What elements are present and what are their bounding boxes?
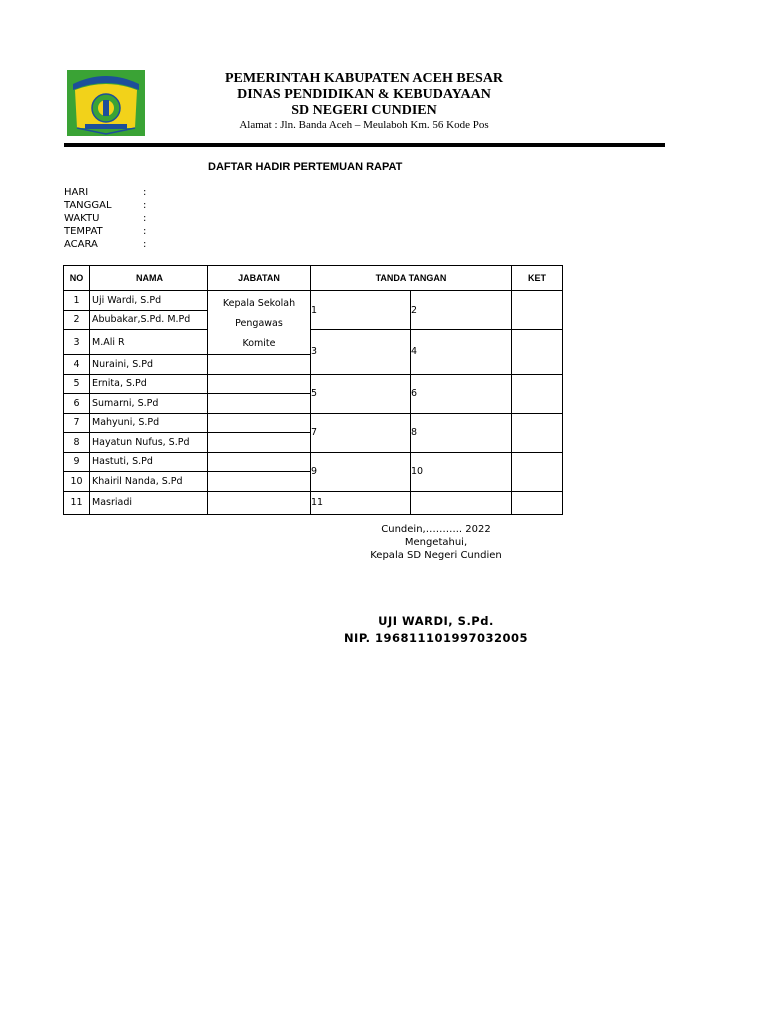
row-no: 7 [64, 413, 90, 433]
jabatan-cell [208, 291, 311, 355]
row-no: 8 [64, 433, 90, 453]
signature-slot[interactable]: 6 [411, 374, 512, 413]
ket-cell[interactable] [512, 374, 563, 413]
row-nama: Hayatun Nufus, S.Pd [90, 433, 208, 453]
header-nama: NAMA [90, 266, 208, 291]
row-no: 4 [64, 355, 90, 375]
row-nama: Nuraini, S.Pd [90, 355, 208, 375]
table-row [64, 413, 563, 433]
school-logo [67, 70, 145, 136]
ket-cell[interactable] [512, 491, 563, 514]
jabatan-cell[interactable] [208, 394, 311, 414]
jabatan-cell[interactable] [208, 452, 311, 472]
ket-cell[interactable] [512, 330, 563, 375]
jabatan-cell[interactable] [208, 374, 311, 394]
header-line-2: DINAS PENDIDIKAN & KEBUDAYAAN [237, 87, 491, 102]
row-no: 6 [64, 394, 90, 414]
table-row [64, 374, 563, 394]
info-colon: : [143, 239, 147, 250]
jabatan-komite: Komite [242, 338, 276, 349]
table-row [64, 452, 563, 472]
row-no: 1 [64, 291, 90, 311]
signature-slot[interactable]: 4 [411, 330, 512, 375]
header-ket: KET [512, 266, 563, 291]
row-nama: Ernita, S.Pd [90, 374, 208, 394]
table-header-row [64, 266, 563, 291]
ket-cell[interactable] [512, 413, 563, 452]
info-label-tanggal: TANGGAL [64, 200, 112, 211]
row-nama: Sumarni, S.Pd [90, 394, 208, 414]
table-row [64, 491, 563, 514]
row-no: 2 [64, 310, 90, 330]
signature-slot[interactable]: 7 [311, 413, 411, 452]
knowing-label: Mengetahui, [404, 537, 468, 548]
info-colon: : [143, 226, 147, 237]
principal-nip: NIP. 196811101997032005 [343, 631, 529, 645]
row-no: 3 [64, 330, 90, 355]
signature-slot[interactable]: 11 [311, 491, 411, 514]
jabatan-cell[interactable] [208, 491, 311, 514]
jabatan-cell[interactable] [208, 433, 311, 453]
row-no: 9 [64, 452, 90, 472]
signature-slot[interactable]: 5 [311, 374, 411, 413]
document-title: DAFTAR HADIR PERTEMUAN RAPAT [208, 161, 403, 173]
info-colon: : [143, 213, 147, 224]
jabatan-kepala-sekolah: Kepala Sekolah [222, 298, 296, 309]
info-label-tempat: TEMPAT [64, 226, 103, 237]
ket-cell[interactable] [512, 452, 563, 491]
info-label-waktu: WAKTU [64, 213, 100, 224]
header-no: NO [64, 266, 90, 291]
row-no: 11 [64, 491, 90, 514]
principal-position: Kepala SD Negeri Cundien [370, 550, 502, 561]
signature-slot[interactable] [411, 491, 512, 514]
header-line-3: SD NEGERI CUNDIEN [291, 103, 437, 118]
info-label-acara: ACARA [64, 239, 98, 250]
row-nama: M.Ali R [90, 330, 208, 355]
jabatan-pengawas: Pengawas [235, 318, 283, 329]
table-row [64, 291, 563, 311]
info-colon: : [143, 200, 147, 211]
ket-cell[interactable] [512, 291, 563, 330]
signature-slot[interactable]: 3 [311, 330, 411, 375]
row-nama: Hastuti, S.Pd [90, 452, 208, 472]
row-nama: Mahyuni, S.Pd [90, 413, 208, 433]
row-nama: Khairil Nanda, S.Pd [90, 472, 208, 492]
signature-slot[interactable]: 8 [411, 413, 512, 452]
jabatan-cell[interactable] [208, 355, 311, 375]
row-nama: Uji Wardi, S.Pd [90, 291, 208, 311]
jabatan-cell[interactable] [208, 472, 311, 492]
header-address: Alamat : Jln. Banda Aceh – Meulaboh Km. 56 Kode Pos [239, 119, 489, 131]
table-row [64, 330, 563, 355]
header-jabatan: JABATAN [208, 266, 311, 291]
signature-slot[interactable]: 9 [311, 452, 411, 491]
header-tanda-tangan: TANDA TANGAN [311, 266, 512, 291]
jabatan-cell[interactable] [208, 413, 311, 433]
row-no: 10 [64, 472, 90, 492]
row-nama: Masriadi [90, 491, 208, 514]
header-line-1: PEMERINTAH KABUPATEN ACEH BESAR [224, 71, 504, 86]
row-nama: Abubakar,S.Pd. M.Pd [90, 310, 208, 330]
header-divider [64, 143, 665, 147]
principal-name: UJI WARDI, S.Pd. [378, 614, 494, 628]
signature-slot[interactable]: 2 [411, 291, 512, 330]
row-no: 5 [64, 374, 90, 394]
info-label-hari: HARI [64, 187, 89, 198]
place-date: Cundein,……….. 2022 [381, 524, 491, 535]
info-colon: : [143, 187, 147, 198]
signature-slot[interactable]: 10 [411, 452, 512, 491]
attendance-table [63, 265, 563, 515]
signature-slot[interactable]: 1 [311, 291, 411, 330]
